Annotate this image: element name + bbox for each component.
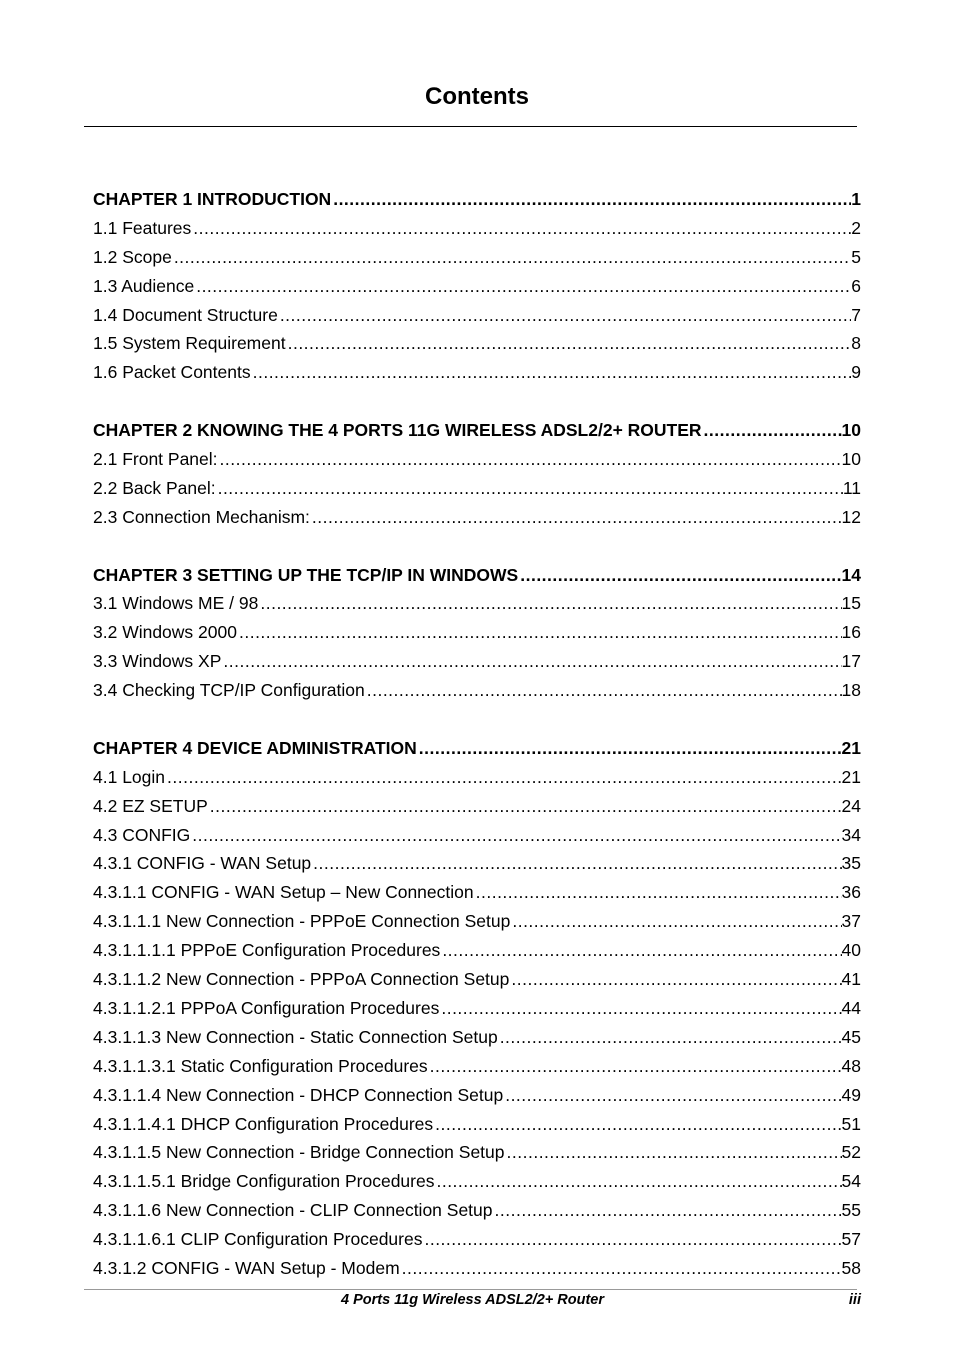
- toc-entry-page: 12: [841, 506, 861, 527]
- toc-entry-title: 2.3 Connection Mechanism:: [93, 506, 310, 527]
- toc-entry-page: 52: [841, 1142, 861, 1163]
- toc-entry: [93, 301, 861, 330]
- toc-entry-page: 21: [841, 737, 861, 758]
- toc-leader-dots: [331, 185, 851, 214]
- toc-entry-title: 1.2 Scope: [93, 246, 172, 267]
- toc-entry: [93, 358, 861, 387]
- toc-chapter-entry: [93, 561, 861, 590]
- toc-leader-dots: [216, 474, 843, 503]
- toc-entry-page: 37: [841, 911, 861, 932]
- toc-entry-title: 4.3.1.1.6 New Connection - CLIP Connection Setup: [93, 1200, 493, 1221]
- toc-entry: [93, 445, 861, 474]
- toc-entry-page: 9: [851, 362, 861, 383]
- toc-leader-dots: [237, 618, 842, 647]
- toc-entry-page: 57: [841, 1229, 861, 1250]
- toc-entry-page: 49: [841, 1084, 861, 1105]
- toc-entry-title: CHAPTER 1 INTRODUCTION: [93, 189, 332, 209]
- toc-entry: [93, 994, 861, 1023]
- toc-leader-dots: [434, 1167, 841, 1196]
- toc-leader-dots: [417, 734, 842, 763]
- toc-leader-dots: [518, 561, 841, 590]
- toc-leader-dots: [208, 792, 842, 821]
- toc-entry-page: 40: [841, 940, 861, 961]
- toc-entry-title: 4.3 CONFIG: [93, 824, 191, 845]
- toc-leader-dots: [428, 1052, 842, 1081]
- toc-leader-dots: [503, 1081, 841, 1110]
- page-title: Contents: [425, 83, 529, 110]
- toc-entry-page: 45: [841, 1026, 861, 1047]
- toc-entry-page: 10: [841, 420, 861, 441]
- toc-entry-page: 11: [842, 477, 861, 498]
- toc-entry-page: 15: [841, 593, 861, 614]
- toc-entry-page: 48: [841, 1055, 861, 1076]
- toc-entry: [93, 1023, 861, 1052]
- toc-entry-page: 10: [841, 449, 861, 470]
- toc-entry: [93, 763, 861, 792]
- toc-entry-page: 51: [841, 1113, 861, 1134]
- toc-entry: [93, 878, 861, 907]
- toc-entry-page: 17: [841, 651, 861, 672]
- toc-entry-title: CHAPTER 3 SETTING UP THE TCP/IP IN WINDOWS: [93, 564, 519, 585]
- toc-entry-title: 4.3.1.1.3 New Connection - Static Connection Setup: [93, 1026, 498, 1047]
- toc-leader-dots: [510, 907, 841, 936]
- toc-entry-title: 4.3.1.1.1 New Connection - PPPoE Connection Setup: [93, 911, 511, 932]
- toc-entry-title: 4.3.1.1 CONFIG - WAN Setup – New Connection: [93, 882, 474, 903]
- toc-entry-title: 4.3.1.1.1.1 PPPoE Configuration Procedures: [93, 940, 441, 961]
- toc-entry-page: 14: [841, 564, 861, 585]
- toc-leader-dots: [702, 416, 842, 445]
- toc-entry-page: 54: [841, 1171, 861, 1192]
- toc-entry: [93, 503, 861, 532]
- toc-entry-page: 1: [851, 189, 861, 209]
- toc-entry-title: 4.3.1.1.4 New Connection - DHCP Connection Setup: [93, 1084, 504, 1105]
- toc-entry: [93, 907, 861, 936]
- toc-leader-dots: [422, 1225, 841, 1254]
- toc-leader-dots: [505, 1138, 842, 1167]
- toc-leader-dots: [194, 272, 851, 301]
- toc-entry: [93, 1110, 861, 1139]
- toc-leader-dots: [498, 1023, 842, 1052]
- toc-entry-page: 8: [851, 333, 861, 354]
- table-of-contents: [93, 185, 861, 1283]
- toc-leader-dots: [258, 589, 841, 618]
- toc-entry-page: 18: [841, 680, 861, 701]
- toc-leader-dots: [278, 301, 851, 330]
- toc-entry-title: 1.1 Features: [93, 217, 192, 238]
- toc-entry-page: 36: [841, 882, 861, 903]
- toc-entry-title: 4.3.1.1.4.1 DHCP Configuration Procedures: [93, 1113, 434, 1134]
- toc-entry: [93, 1052, 861, 1081]
- toc-entry-page: 35: [841, 853, 861, 874]
- toc-leader-dots: [172, 243, 851, 272]
- toc-chapter-entry: [93, 734, 861, 763]
- toc-entry-title: 4.3.1.1.5.1 Bridge Configuration Procedures: [93, 1171, 435, 1192]
- toc-entry-page: 41: [841, 969, 861, 990]
- toc-entry-page: 55: [841, 1200, 861, 1221]
- toc-entry: [93, 965, 861, 994]
- toc-entry-title: 2.2 Back Panel:: [93, 477, 216, 498]
- toc-entry: [93, 676, 861, 705]
- toc-entry: [93, 1196, 861, 1225]
- toc-leader-dots: [493, 1196, 842, 1225]
- toc-leader-dots: [221, 647, 841, 676]
- title-divider: [84, 126, 857, 127]
- toc-leader-dots: [509, 965, 841, 994]
- toc-entry-page: 34: [841, 824, 861, 845]
- toc-entry-title: CHAPTER 4 DEVICE ADMINISTRATION: [93, 737, 417, 758]
- toc-leader-dots: [365, 676, 842, 705]
- toc-entry: [93, 474, 861, 503]
- toc-entry: [93, 272, 861, 301]
- toc-entry: [93, 329, 861, 358]
- toc-entry-page: 6: [851, 275, 861, 296]
- toc-entry-title: 4.3.1.1.2 New Connection - PPPoA Connection Setup: [93, 969, 510, 990]
- toc-entry-title: 3.1 Windows ME / 98: [93, 593, 259, 614]
- toc-leader-dots: [474, 878, 842, 907]
- toc-entry-page: 24: [841, 795, 861, 816]
- toc-entry-title: 4.3.1.2 CONFIG - WAN Setup - Modem: [93, 1257, 400, 1278]
- toc-entry-title: 3.4 Checking TCP/IP Configuration: [93, 680, 365, 701]
- toc-entry-title: 4.3.1.1.5 New Connection - Bridge Connection Setup: [93, 1142, 505, 1163]
- toc-entry-title: 2.1 Front Panel:: [93, 449, 218, 470]
- toc-entry-page: 7: [851, 304, 861, 325]
- toc-entry-page: 58: [841, 1257, 861, 1278]
- footer-page-number: iii: [848, 1292, 861, 1308]
- toc-entry-title: 1.4 Document Structure: [93, 304, 278, 325]
- toc-entry-title: 3.3 Windows XP: [93, 651, 222, 672]
- toc-leader-dots: [251, 358, 852, 387]
- page-footer: [84, 1290, 861, 1310]
- toc-entry-page: 5: [851, 246, 861, 267]
- toc-entry: [93, 214, 861, 243]
- toc-chapter-entry: [93, 416, 861, 445]
- toc-leader-dots: [440, 936, 841, 965]
- toc-leader-dots: [400, 1254, 842, 1283]
- toc-leader-dots: [218, 445, 842, 474]
- toc-leader-dots: [286, 329, 852, 358]
- toc-leader-dots: [190, 821, 841, 850]
- toc-entry-title: 4.2 EZ SETUP: [93, 795, 208, 816]
- toc-leader-dots: [433, 1110, 841, 1139]
- toc-leader-dots: [191, 214, 851, 243]
- toc-entry-page: 21: [841, 766, 861, 787]
- toc-entry: [93, 849, 861, 878]
- toc-entry-title: 1.3 Audience: [93, 275, 195, 296]
- toc-entry: [93, 1225, 861, 1254]
- toc-entry: [93, 647, 861, 676]
- toc-entry-title: 4.3.1.1.3.1 Static Configuration Procedures: [93, 1055, 428, 1076]
- toc-entry: [93, 1138, 861, 1167]
- toc-entry-title: 1.5 System Requirement: [93, 333, 286, 354]
- toc-entry: [93, 618, 861, 647]
- toc-entry: [93, 1167, 861, 1196]
- toc-entry: [93, 1254, 861, 1283]
- toc-entry-title: 4.1 Login: [93, 766, 166, 787]
- toc-leader-dots: [311, 849, 841, 878]
- toc-entry: [93, 936, 861, 965]
- toc-entry-title: 4.3.1 CONFIG - WAN Setup: [93, 853, 312, 874]
- toc-entry: [93, 821, 861, 850]
- toc-entry-title: 4.3.1.1.6.1 CLIP Configuration Procedures: [93, 1229, 423, 1250]
- toc-leader-dots: [165, 763, 842, 792]
- toc-entry-page: 2: [851, 217, 861, 238]
- toc-leader-dots: [310, 503, 842, 532]
- toc-entry: [93, 589, 861, 618]
- toc-entry: [93, 1081, 861, 1110]
- toc-leader-dots: [439, 994, 841, 1023]
- toc-entry-title: CHAPTER 2 KNOWING THE 4 PORTS 11G WIRELESS ADSL2/2+ ROUTER: [93, 420, 702, 441]
- toc-entry-page: 44: [841, 997, 861, 1018]
- toc-entry-title: 1.6 Packet Contents: [93, 362, 251, 383]
- footer-title: 4 Ports 11g Wireless ADSL2/2+ Router: [341, 1292, 604, 1308]
- toc-chapter-entry: [93, 185, 861, 214]
- toc-entry-title: 3.2 Windows 2000: [93, 622, 237, 643]
- toc-entry-title: 4.3.1.1.2.1 PPPoA Configuration Procedures: [93, 997, 440, 1018]
- toc-entry: [93, 792, 861, 821]
- toc-entry: [93, 243, 861, 272]
- toc-entry-page: 16: [841, 622, 861, 643]
